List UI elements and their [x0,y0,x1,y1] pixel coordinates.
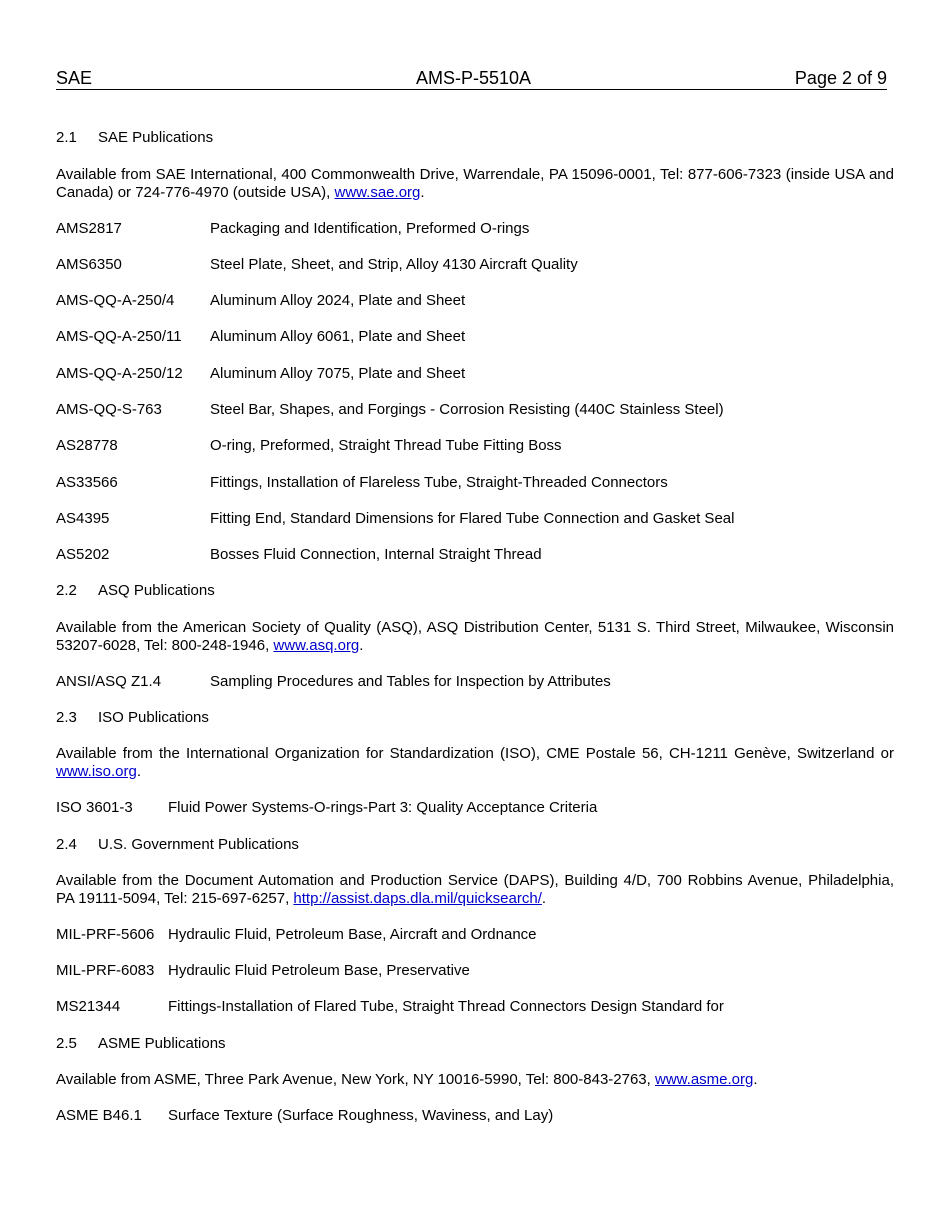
reference-code: AMS-QQ-A-250/12 [56,365,183,382]
reference-code: AS33566 [56,474,118,491]
iso-link[interactable]: www.iso.org [56,763,137,780]
reference-title: Fluid Power Systems-O-rings-Part 3: Quality Acceptance Criteria [168,799,598,816]
section-intro-2-5: Available from ASME, Three Park Avenue, New York, NY 10016-5990, Tel: 800-843-2763, www.asme.org. [56,1071,758,1088]
daps-link[interactable]: http://assist.daps.dla.mil/quicksearch/ [293,890,542,907]
section-heading-2-5 [56,1035,894,1053]
intro-text: Available from the American Society of Quality (ASQ), ASQ Distribution Center, 5131 S. Third Street, Milwaukee, Wisconsin 53207-6028, Tel: 800-248-1946, [56,619,894,654]
reference-title: Aluminum Alloy 6061, Plate and Sheet [210,328,466,345]
section-title: ASME Publications [98,1035,226,1052]
section-number: 2.5 [56,1035,77,1052]
reference-code: AS4395 [56,510,110,527]
intro-text: Available from SAE International, 400 Commonwealth Drive, Warrendale, PA 15096-0001, Tel: 877-606-7323 (inside USA and Canada) or 724-776-4970 (outside USA), [56,166,894,201]
section-heading-2-3 [56,709,894,727]
asq-link[interactable]: www.asq.org [273,637,360,654]
section-title: ASQ Publications [98,582,215,599]
reference-code: ANSI/ASQ Z1.4 [56,673,162,690]
intro-text: Available from the Document Automation and Production Service (DAPS), Building 4/D, 700 Robbins Avenue, Philadelphia, PA 19111-5094, Tel: 215-697-6257, [56,872,894,907]
header-doc-number: AMS-P-5510A [416,68,532,88]
reference-code: AS28778 [56,437,118,454]
reference-code: AMS-QQ-S-763 [56,401,162,418]
reference-title: Steel Plate, Sheet, and Strip, Alloy 4130 Aircraft Quality [210,256,578,273]
reference-code: MIL-PRF-6083 [56,962,155,979]
section-number: 2.4 [56,836,77,853]
asme-link[interactable]: www.asme.org [655,1071,754,1088]
section-title: U.S. Government Publications [98,836,299,853]
section-heading-2-2 [56,582,894,600]
intro-text: Available from ASME, Three Park Avenue, New York, NY 10016-5990, Tel: 800-843-2763, [56,1071,655,1088]
section-heading-2-4 [56,836,894,854]
section-intro-2-1: Available from SAE International, 400 Commonwealth Drive, Warrendale, PA 15096-0001, Tel: 877-606-7323 (inside USA and Canada) or 724-776-4970 (outside USA), www.sae.org. [56,166,894,201]
reference-title: Surface Texture (Surface Roughness, Waviness, and Lay) [168,1107,554,1124]
section-title: ISO Publications [98,709,209,726]
reference-code: AS5202 [56,546,110,563]
reference-title: O-ring, Preformed, Straight Thread Tube Fitting Boss [210,437,562,454]
reference-title: Sampling Procedures and Tables for Inspection by Attributes [210,673,611,690]
intro-text: Available from the International Organization for Standardization (ISO), CME Postale 56, CH-1211 Genève, Switzerland or [56,745,894,762]
section-intro-2-4: Available from the Document Automation and Production Service (DAPS), Building 4/D, 700 Robbins Avenue, Philadelphia, PA 19111-5094, Tel: 215-697-6257, http://assist.daps.dla.mil/quicksearch/. [56,872,894,907]
reference-title: Packaging and Identification, Preformed O-rings [210,220,530,237]
reference-code: ISO 3601-3 [56,799,133,816]
reference-code: MS21344 [56,998,121,1015]
reference-title: Fittings-Installation of Flared Tube, Straight Thread Connectors Design Standard for [168,998,724,1015]
reference-code: AMS6350 [56,256,122,273]
section-intro-2-3: Available from the International Organization for Standardization (ISO), CME Postale 56, CH-1211 Genève, Switzerland or www.iso.org. [56,745,894,780]
reference-code: AMS-QQ-A-250/4 [56,292,175,309]
reference-code: MIL-PRF-5606 [56,926,155,943]
reference-title: Fitting End, Standard Dimensions for Flared Tube Connection and Gasket Seal [210,510,735,527]
header-page-number: Page 2 of 9 [794,68,887,88]
reference-title: Hydraulic Fluid, Petroleum Base, Aircraft and Ordnance [168,926,537,943]
section-intro-2-2: Available from the American Society of Quality (ASQ), ASQ Distribution Center, 5131 S. Third Street, Milwaukee, Wisconsin 53207-6028, Tel: 800-248-1946, www.asq.org. [56,619,894,654]
section-title: SAE Publications [98,129,214,146]
section-number: 2.2 [56,582,77,599]
header-org: SAE [56,68,93,88]
reference-title: Bosses Fluid Connection, Internal Straight Thread [210,546,542,563]
section-number: 2.3 [56,709,77,726]
page-header [56,67,887,90]
reference-code: AMS-QQ-A-250/11 [56,328,182,345]
reference-title: Steel Bar, Shapes, and Forgings - Corrosion Resisting (440C Stainless Steel) [210,401,724,418]
reference-title: Aluminum Alloy 7075, Plate and Sheet [210,365,466,382]
reference-title: Fittings, Installation of Flareless Tube, Straight-Threaded Connectors [210,474,668,491]
section-number: 2.1 [56,129,77,146]
reference-title: Aluminum Alloy 2024, Plate and Sheet [210,292,466,309]
section-heading-2-1 [56,129,894,147]
reference-title: Hydraulic Fluid Petroleum Base, Preservative [168,962,470,979]
reference-code: ASME B46.1 [56,1107,142,1124]
sae-link[interactable]: www.sae.org [334,184,421,201]
reference-code: AMS2817 [56,220,122,237]
